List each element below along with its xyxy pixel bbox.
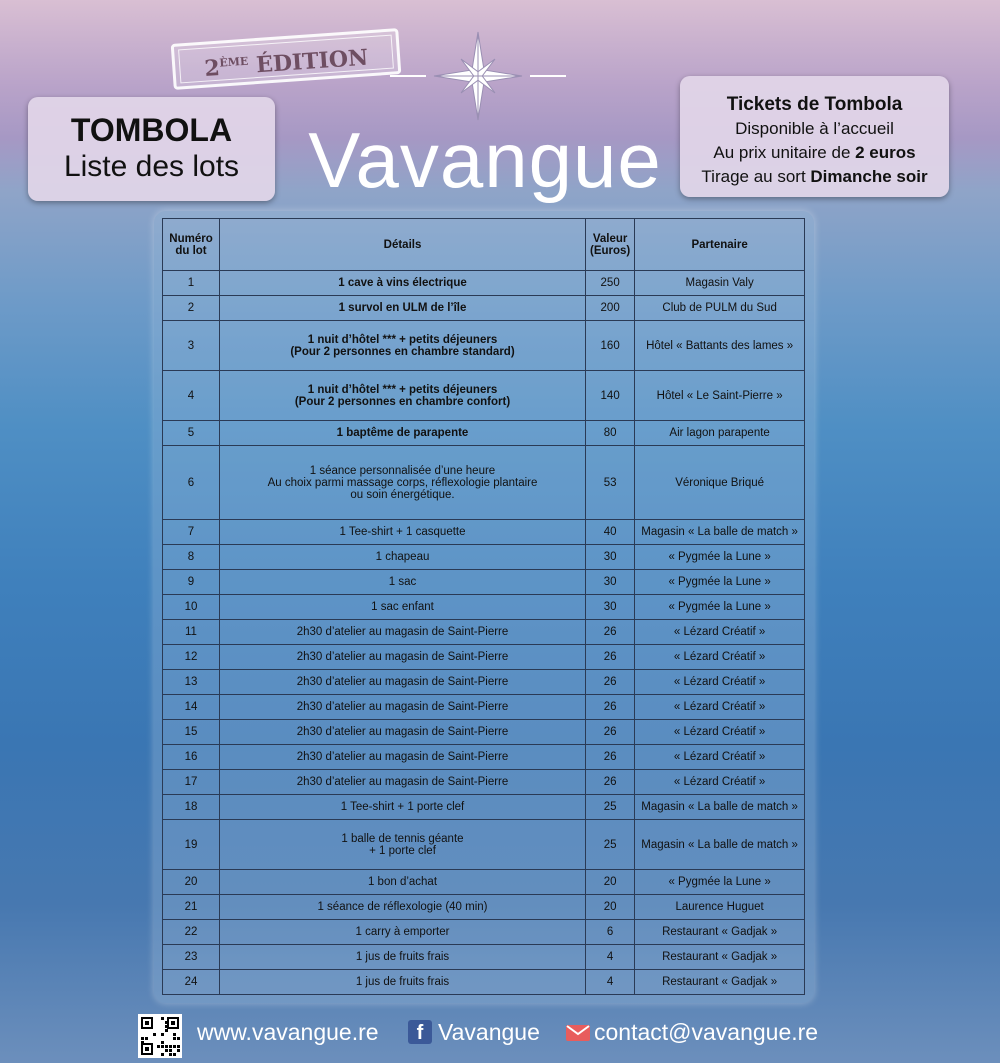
- tombola-subtitle: Liste des lots: [63, 150, 240, 183]
- detail-line: 1 bon d’achat: [367, 876, 438, 888]
- cell-details: [220, 620, 586, 645]
- cell-value: 6: [586, 920, 635, 945]
- cell-partner: Restaurant « Gadjak »: [635, 945, 805, 970]
- mail-icon: [566, 1025, 590, 1041]
- table-row: [163, 770, 805, 795]
- detail-line: 1 carry à emporter: [355, 926, 450, 938]
- cell-partner: Air lagon parapente: [635, 421, 805, 446]
- detail-line: 1 jus de fruits frais: [355, 951, 450, 963]
- detail-line: ou soin énergétique.: [350, 488, 455, 501]
- cell-details: [220, 795, 586, 820]
- cell-details: [220, 920, 586, 945]
- cell-num: 18: [163, 795, 220, 820]
- cell-partner: Magasin « La balle de match »: [635, 795, 805, 820]
- cell-value: 30: [586, 570, 635, 595]
- cell-value: 200: [586, 296, 635, 321]
- detail-line: 2h30 d’atelier au magasin de Saint-Pierre: [296, 726, 509, 738]
- cell-num: 11: [163, 620, 220, 645]
- cell-value: 20: [586, 895, 635, 920]
- cell-details: [220, 570, 586, 595]
- detail-line: 1 survol en ULM de l’île: [338, 302, 467, 314]
- cell-value: 20: [586, 870, 635, 895]
- tickets-draw-time: Dimanche soir: [810, 167, 928, 186]
- header-num: Numéro du lot: [163, 219, 220, 271]
- cell-value: 25: [586, 795, 635, 820]
- tickets-line2: [680, 141, 949, 165]
- table-row: [163, 595, 805, 620]
- tickets-line1: Disponible à l’accueil: [735, 119, 894, 138]
- cell-details: [220, 271, 586, 296]
- cell-partner: Hôtel « Le Saint-Pierre »: [635, 371, 805, 421]
- cell-num: 1: [163, 271, 220, 296]
- detail-line: (Pour 2 personnes en chambre confort): [294, 395, 511, 408]
- cell-partner: « Lézard Créatif »: [635, 670, 805, 695]
- cell-details: [220, 545, 586, 570]
- table-row: [163, 870, 805, 895]
- cell-num: 14: [163, 695, 220, 720]
- cell-num: 7: [163, 520, 220, 545]
- table-row: [163, 271, 805, 296]
- detail-line: 1 chapeau: [375, 551, 430, 563]
- cell-num: 4: [163, 371, 220, 421]
- detail-line: 1 Tee-shirt + 1 porte clef: [340, 801, 465, 813]
- cell-partner: Magasin « La balle de match »: [635, 820, 805, 870]
- cell-num: 13: [163, 670, 220, 695]
- table-row: [163, 620, 805, 645]
- cell-value: 25: [586, 820, 635, 870]
- table-row: [163, 670, 805, 695]
- cell-num: 19: [163, 820, 220, 870]
- cell-num: 24: [163, 970, 220, 995]
- cell-value: 53: [586, 446, 635, 520]
- cell-details: [220, 870, 586, 895]
- table-row: [163, 520, 805, 545]
- table-row: [163, 970, 805, 995]
- facebook-icon: f: [408, 1020, 432, 1044]
- table-row: [163, 296, 805, 321]
- detail-line: 1 sac enfant: [371, 601, 434, 613]
- cell-num: 10: [163, 595, 220, 620]
- cell-partner: Club de PULM du Sud: [635, 296, 805, 321]
- cell-details: [220, 945, 586, 970]
- cell-partner: Laurence Huguet: [635, 895, 805, 920]
- detail-line: Au choix parmi massage corps, réflexologie plantaire: [267, 476, 538, 489]
- cell-details: [220, 520, 586, 545]
- cell-value: 4: [586, 970, 635, 995]
- cell-num: 21: [163, 895, 220, 920]
- table-row: [163, 745, 805, 770]
- cell-num: 15: [163, 720, 220, 745]
- cell-details: [220, 421, 586, 446]
- cell-num: 22: [163, 920, 220, 945]
- table-row: [163, 545, 805, 570]
- tickets-price: 2 euros: [855, 143, 916, 162]
- vavangue-logo: Vavangue: [308, 116, 662, 204]
- tickets-line2-text: Au prix unitaire de: [713, 143, 856, 162]
- cell-value: 26: [586, 745, 635, 770]
- cell-details: [220, 720, 586, 745]
- cell-value: 250: [586, 271, 635, 296]
- prize-table: [162, 218, 805, 995]
- table-row: [163, 895, 805, 920]
- table-row: [163, 321, 805, 371]
- cell-partner: Véronique Briqué: [635, 446, 805, 520]
- cell-num: 20: [163, 870, 220, 895]
- cell-partner: « Lézard Créatif »: [635, 770, 805, 795]
- table-row: [163, 945, 805, 970]
- facebook-link[interactable]: Vavangue: [438, 1019, 540, 1045]
- detail-line: 2h30 d’atelier au magasin de Saint-Pierre: [296, 651, 509, 663]
- cell-num: 12: [163, 645, 220, 670]
- cell-value: 160: [586, 321, 635, 371]
- detail-line: 1 balle de tennis géante: [341, 832, 464, 845]
- tombola-title-box: [28, 97, 275, 201]
- cell-num: 2: [163, 296, 220, 321]
- table-row: [163, 570, 805, 595]
- cell-value: 26: [586, 720, 635, 745]
- detail-line: 1 sac: [388, 576, 417, 588]
- detail-line: 1 nuit d’hôtel *** + petits déjeuners: [307, 383, 498, 396]
- detail-line: + 1 porte clef: [369, 844, 436, 857]
- cell-num: 9: [163, 570, 220, 595]
- website-link[interactable]: www.vavangue.re: [197, 1019, 379, 1045]
- prize-table-panel: [154, 211, 814, 1003]
- cell-value: 30: [586, 545, 635, 570]
- edition-stamp: [171, 28, 402, 90]
- tickets-title: Tickets de Tombola: [726, 94, 903, 115]
- tickets-line3-text: Tirage au sort: [701, 167, 811, 186]
- cell-details: [220, 745, 586, 770]
- table-row: [163, 795, 805, 820]
- cell-details: [220, 446, 586, 520]
- cell-num: 17: [163, 770, 220, 795]
- cell-partner: Magasin Valy: [635, 271, 805, 296]
- cell-value: 80: [586, 421, 635, 446]
- table-row: [163, 645, 805, 670]
- cell-details: [220, 595, 586, 620]
- cell-num: 6: [163, 446, 220, 520]
- detail-line: 2h30 d’atelier au magasin de Saint-Pierre: [296, 701, 509, 713]
- cell-partner: « Pygmée la Lune »: [635, 545, 805, 570]
- cell-partner: Magasin « La balle de match »: [635, 520, 805, 545]
- detail-line: 1 nuit d’hôtel *** + petits déjeuners: [307, 333, 498, 346]
- cell-details: [220, 695, 586, 720]
- cell-partner: « Lézard Créatif »: [635, 620, 805, 645]
- cell-value: 140: [586, 371, 635, 421]
- cell-partner: Hôtel « Battants des lames »: [635, 321, 805, 371]
- cell-value: 26: [586, 670, 635, 695]
- cell-details: [220, 645, 586, 670]
- cell-value: 4: [586, 945, 635, 970]
- cell-partner: « Lézard Créatif »: [635, 695, 805, 720]
- header-value: Valeur (Euros): [586, 219, 635, 271]
- cell-details: [220, 970, 586, 995]
- cell-partner: « Pygmée la Lune »: [635, 870, 805, 895]
- cell-details: [220, 371, 586, 421]
- cell-details: [220, 296, 586, 321]
- cell-details: [220, 820, 586, 870]
- tickets-info-box: [680, 76, 949, 197]
- cell-partner: Restaurant « Gadjak »: [635, 920, 805, 945]
- cell-partner: Restaurant « Gadjak »: [635, 970, 805, 995]
- edition-sup: ÈME: [218, 54, 249, 70]
- detail-line: 2h30 d’atelier au magasin de Saint-Pierre: [296, 751, 509, 763]
- cell-num: 16: [163, 745, 220, 770]
- detail-line: 1 Tee-shirt + 1 casquette: [339, 526, 466, 538]
- tickets-line3: [680, 165, 949, 189]
- edition-number: 2: [203, 55, 221, 83]
- email-link[interactable]: contact@vavangue.re: [594, 1019, 819, 1045]
- table-row: [163, 720, 805, 745]
- cell-value: 26: [586, 620, 635, 645]
- cell-details: [220, 670, 586, 695]
- cell-value: 30: [586, 595, 635, 620]
- detail-line: 1 séance personnalisée d’une heure: [309, 464, 496, 477]
- cell-partner: « Lézard Créatif »: [635, 645, 805, 670]
- tombola-title: TOMBOLA: [70, 112, 233, 148]
- cell-num: 5: [163, 421, 220, 446]
- detail-line: 2h30 d’atelier au magasin de Saint-Pierre: [296, 626, 509, 638]
- edition-word: ÉDITION: [255, 44, 370, 79]
- cell-partner: « Lézard Créatif »: [635, 720, 805, 745]
- cell-value: 26: [586, 645, 635, 670]
- cell-details: [220, 895, 586, 920]
- detail-line: 1 baptême de parapente: [336, 427, 469, 439]
- table-row: [163, 820, 805, 870]
- header-partner: Partenaire: [635, 219, 805, 271]
- qr-code-icon: [138, 1014, 182, 1058]
- detail-line: 2h30 d’atelier au magasin de Saint-Pierre: [296, 676, 509, 688]
- table-row: [163, 371, 805, 421]
- cell-num: 8: [163, 545, 220, 570]
- cell-partner: « Pygmée la Lune »: [635, 570, 805, 595]
- detail-line: 1 cave à vins électrique: [338, 277, 467, 289]
- cell-partner: « Pygmée la Lune »: [635, 595, 805, 620]
- cell-value: 26: [586, 695, 635, 720]
- header-details: Détails: [220, 219, 586, 271]
- cell-num: 23: [163, 945, 220, 970]
- table-header-row: [163, 219, 805, 271]
- table-row: [163, 421, 805, 446]
- detail-line: 2h30 d’atelier au magasin de Saint-Pierre: [296, 776, 509, 788]
- cell-value: 40: [586, 520, 635, 545]
- table-row: [163, 920, 805, 945]
- cell-num: 3: [163, 321, 220, 371]
- detail-line: (Pour 2 personnes en chambre standard): [290, 345, 515, 358]
- cell-details: [220, 321, 586, 371]
- cell-partner: « Lézard Créatif »: [635, 745, 805, 770]
- detail-line: 1 séance de réflexologie (40 min): [317, 901, 488, 913]
- detail-line: 1 jus de fruits frais: [355, 976, 450, 988]
- cell-value: 26: [586, 770, 635, 795]
- cell-details: [220, 770, 586, 795]
- table-row: [163, 695, 805, 720]
- table-row: [163, 446, 805, 520]
